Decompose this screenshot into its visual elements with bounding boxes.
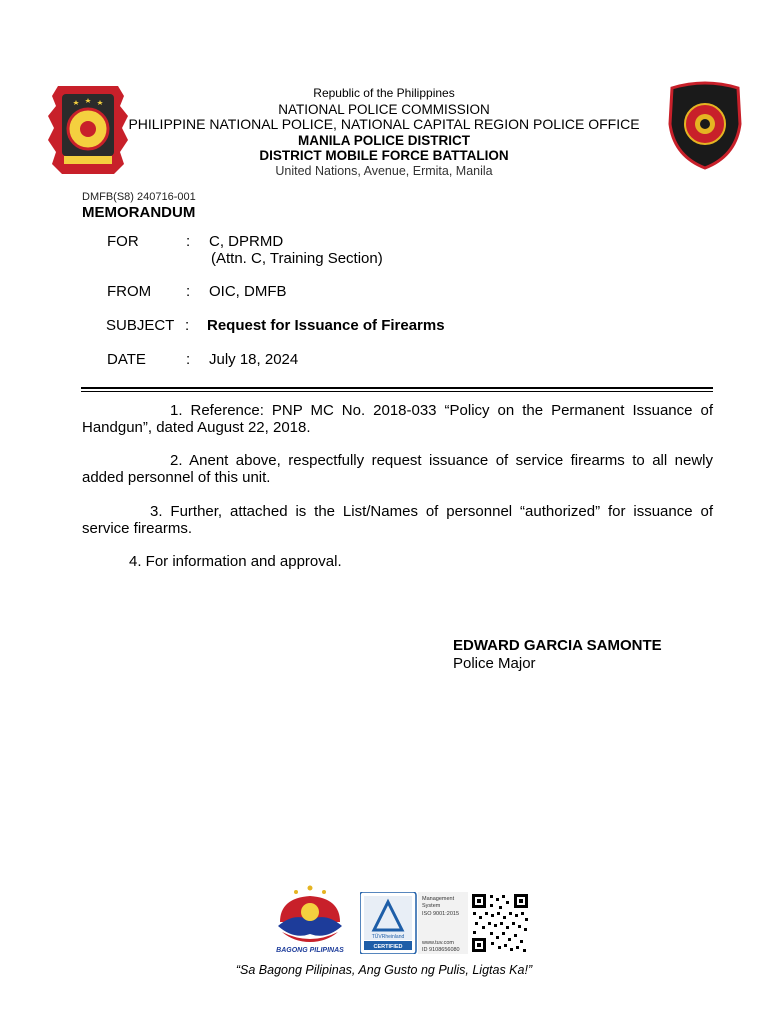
paragraph-2: 2. Anent above, respectfully request issuance of service firearms to all newly added personnel of this unit. — [82, 452, 713, 486]
paragraph-3: 3. Further, attached is the List/Names of personnel “authorized” for issuance of service firearms. — [82, 503, 713, 537]
paragraph-4: 4. For information and approval. — [129, 553, 342, 570]
footer-motto: “Sa Bagong Pilipinas, Ang Gusto ng Pulis, Ligtas Ka!” — [235, 963, 533, 977]
commission-line: NATIONAL POLICE COMMISSION — [278, 101, 490, 117]
cert-id: ID 9108656080 — [422, 947, 460, 953]
cert-line-1: Management — [422, 896, 455, 902]
signatory-name: EDWARD GARCIA SAMONTE — [453, 637, 662, 654]
memo-reference-number: DMFB(S8) 240716-001 — [82, 191, 196, 203]
field-subject-value: Request for Issuance of Firearms — [207, 317, 445, 334]
iso-certification-badge — [360, 892, 530, 954]
divider-thick — [81, 387, 713, 389]
field-colon: : — [186, 283, 191, 300]
field-colon: : — [185, 317, 190, 334]
cert-line-2: System — [422, 903, 441, 909]
qr-code-icon — [470, 892, 530, 954]
battalion-line: DISTRICT MOBILE FORCE BATTALION — [259, 148, 509, 163]
field-for-value: C, DPRMD — [209, 233, 284, 250]
office-line: PHILIPPINE NATIONAL POLICE, NATIONAL CAPITAL REGION POLICE OFFICE — [128, 116, 640, 132]
field-from-label: FROM — [107, 283, 152, 300]
address-line: United Nations, Avenue, Ermita, Manila — [275, 163, 493, 178]
republic-line: Republic of the Philippines — [313, 86, 455, 100]
field-date-value: July 18, 2024 — [209, 351, 299, 368]
signatory-rank: Police Major — [453, 655, 536, 672]
certified-label: CERTIFIED — [373, 944, 403, 950]
paragraph-1: 1. Reference: PNP MC No. 2018-033 “Policy on the Permanent Issuance of Handgun”, dated August 22, 2018. — [82, 402, 713, 436]
field-for-attention-value: (Attn. C, Training Section) — [211, 250, 383, 267]
district-line: MANILA POLICE DISTRICT — [298, 132, 470, 148]
divider-thin — [81, 391, 713, 392]
field-subject-label: SUBJECT — [106, 317, 175, 334]
bagong-pilipinas-logo-icon — [268, 882, 352, 954]
letterhead — [0, 86, 768, 179]
field-colon: : — [186, 351, 191, 368]
field-for-label: FOR — [107, 233, 139, 250]
cert-line-3: ISO 9001:2015 — [422, 911, 460, 917]
field-from-value: OIC, DMFB — [209, 283, 287, 300]
cert-url: www.tuv.com — [422, 940, 454, 946]
tuv-brand-label: TÜVRheinland — [371, 934, 405, 940]
field-date-label: DATE — [107, 351, 146, 368]
bagong-pilipinas-label: BAGONG PILIPINAS — [276, 947, 344, 954]
memo-type: MEMORANDUM — [82, 204, 196, 221]
field-colon: : — [186, 233, 191, 250]
